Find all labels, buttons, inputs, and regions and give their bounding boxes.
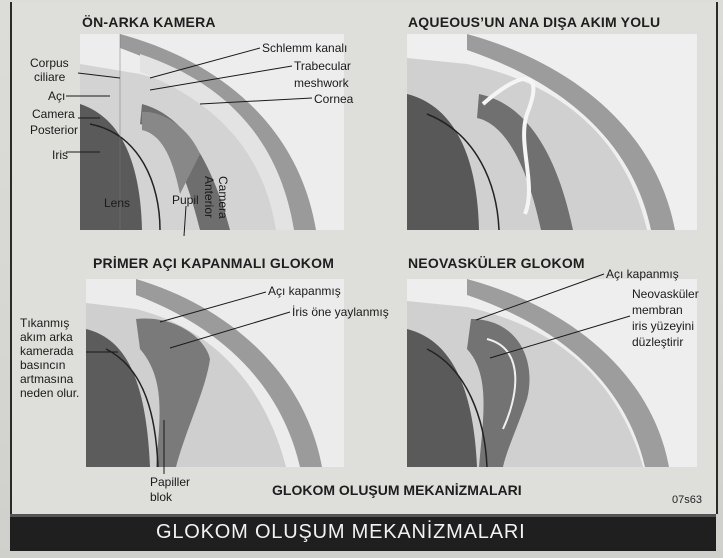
label-posterior: Posterior: [30, 123, 79, 137]
label-camera: Camera: [32, 107, 75, 121]
label-schlemm: Schlemm kanalı: [262, 41, 348, 55]
footer-bar: [10, 514, 716, 551]
label-ciliare: ciliare: [34, 70, 66, 84]
label-tikanmis-4: basıncın: [20, 358, 66, 372]
label-neovask-1: Neovasküler: [632, 287, 699, 301]
footer-title: GLOKOM OLUŞUM MEKANİZMALARI: [156, 521, 526, 543]
label-anterior-vertical: Anterior: [202, 176, 216, 219]
title-primary-angle-closure: PRİMER AÇI KAPANMALI GLOKOM: [93, 255, 335, 271]
label-neovask-2: membran: [632, 303, 683, 317]
label-camera-vertical: Camera: [216, 176, 230, 219]
label-iris: Iris: [52, 148, 68, 162]
label-tikanmis-5: artmasına: [20, 372, 74, 386]
title-aqueous-outflow: AQUEOUS’UN ANA DIŞA AKIM YOLU: [408, 14, 661, 30]
label-blok: blok: [150, 490, 173, 504]
label-pupil: Pupil: [172, 193, 199, 207]
panel-aqueous-outflow: [407, 34, 697, 230]
title-neovascular: NEOVASKÜLER GLOKOM: [408, 255, 585, 271]
label-tikanmis-2: akım arka: [20, 330, 73, 344]
figure-code: 07s63: [672, 494, 702, 506]
label-tikanmis-3: kamerada: [20, 344, 74, 358]
label-cornea: Cornea: [314, 92, 354, 106]
label-papiller: Papiller: [150, 475, 191, 489]
title-on-arka-kamera: ÖN-ARKA KAMERA: [82, 14, 216, 30]
label-neovask-3: iris yüzeyini: [632, 319, 695, 333]
label-lens: Lens: [104, 196, 131, 210]
label-meshwork: meshwork: [294, 76, 349, 90]
figure-caption: GLOKOM OLUŞUM MEKANİZMALARI: [272, 482, 522, 498]
label-tikanmis-1: Tıkanmış: [20, 316, 70, 330]
label-neovask-4: düzleştirir: [632, 335, 684, 349]
label-iris-one-yaylanmis: İris öne yaylanmış: [292, 305, 389, 319]
label-aci-kapanmis-left: Açı kapanmış: [268, 284, 341, 298]
label-corpus: Corpus: [30, 56, 69, 70]
label-aci: Açı: [48, 89, 66, 103]
label-tikanmis-6: neden olur.: [20, 386, 80, 400]
label-aci-kapanmis-right: Açı kapanmış: [606, 267, 679, 281]
eye-outflow-illustration: [407, 34, 697, 230]
label-trabecular: Trabecular: [294, 59, 351, 73]
